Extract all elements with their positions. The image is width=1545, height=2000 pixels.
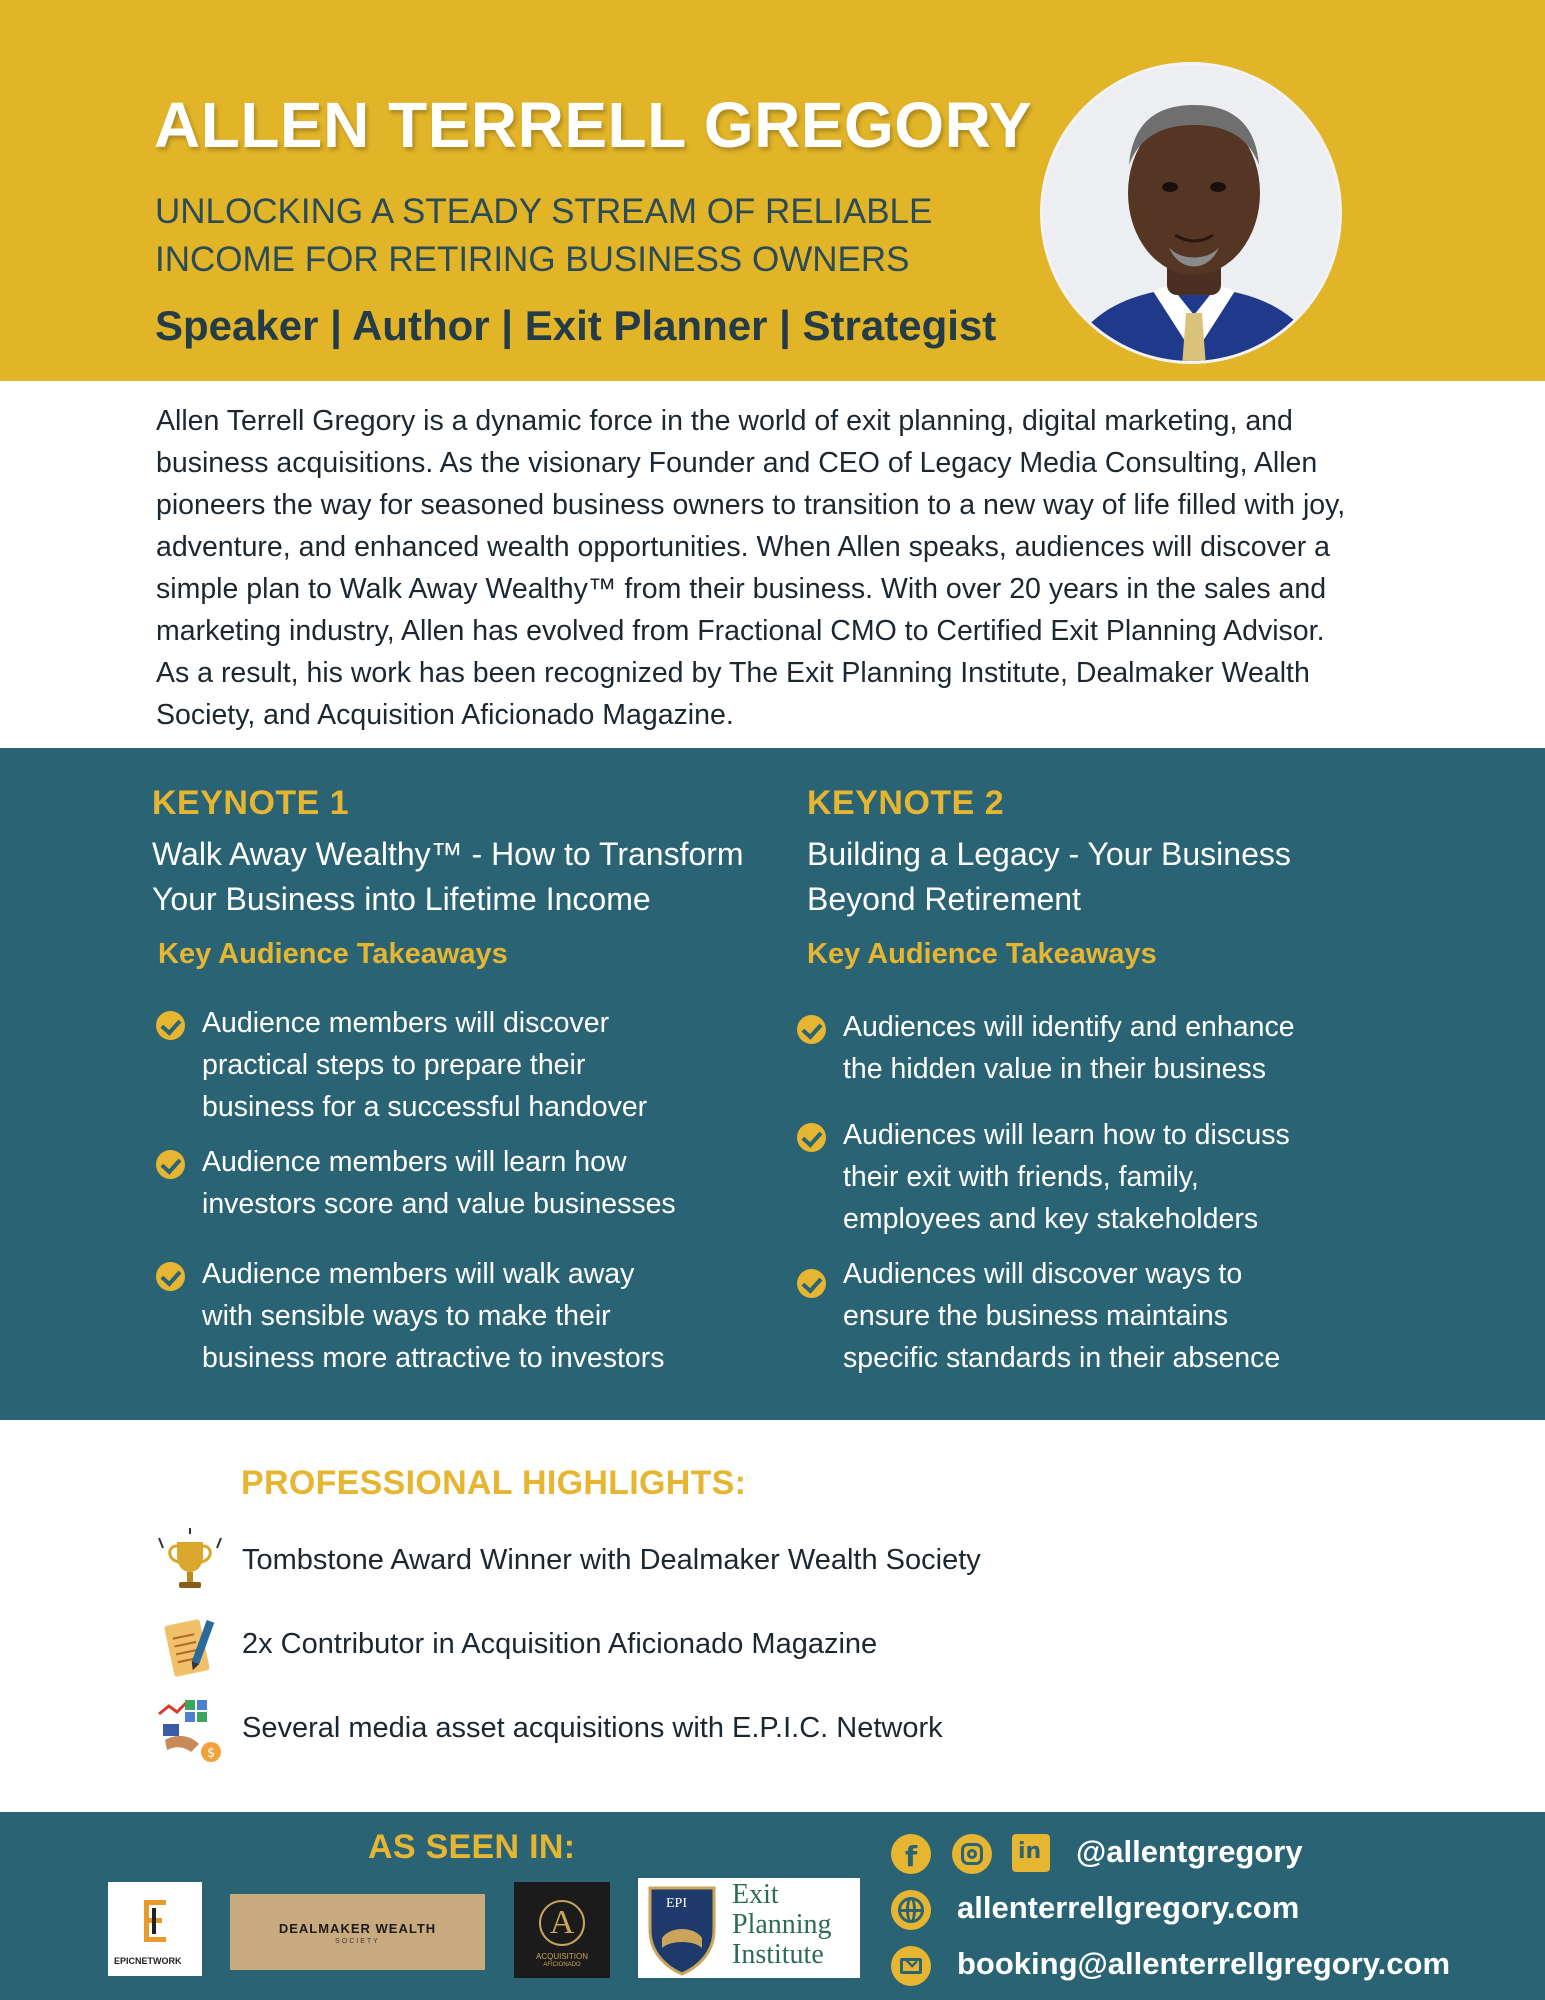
highlights-heading: PROFESSIONAL HIGHLIGHTS: <box>241 1464 747 1502</box>
epic-network-logo <box>108 1882 202 1976</box>
acquisition-letter: A <box>539 1900 585 1946</box>
exit-planning-institute-logo <box>638 1878 860 1978</box>
epi-line: Planning <box>732 1909 832 1940</box>
epi-name <box>732 1880 832 1970</box>
takeaway-item <box>152 1141 712 1225</box>
page-title: ALLEN TERRELL GREGORY <box>154 89 1033 161</box>
roles-subtitle: Speaker | Author | Exit Planner | Strategist <box>155 302 997 349</box>
takeaway-line: Audiences will identify and enhance <box>843 1011 1295 1043</box>
highlight-text: 2x Contributor in Acquisition Aficionado Magazine <box>242 1628 878 1660</box>
handshake-acquisition-icon <box>155 1696 225 1766</box>
check-circle-icon <box>156 1150 185 1179</box>
tagline-line-1: UNLOCKING A STEADY STREAM OF RELIABLE <box>155 192 933 231</box>
keynote-2-label: KEYNOTE 2 <box>807 784 1005 822</box>
epi-shield-icon <box>642 1878 722 1978</box>
takeaway-line: Audience members will learn how <box>202 1146 627 1178</box>
takeaway-line: business for a successful handover <box>202 1091 648 1123</box>
takeaway-line: Audience members will discover <box>202 1007 610 1039</box>
dealmaker-wealth-logo <box>230 1894 485 1970</box>
takeaway-item <box>793 1006 1393 1090</box>
takeaway-item <box>793 1253 1393 1379</box>
highlight-item <box>155 1528 1255 1598</box>
takeaway-line: Audience members will walk away <box>202 1258 635 1290</box>
takeaway-line: practical steps to prepare their <box>202 1049 586 1081</box>
tagline <box>155 188 955 284</box>
email-link[interactable]: booking@allenterrellgregory.com <box>957 1946 1451 1981</box>
website-link[interactable]: allenterrellgregory.com <box>957 1890 1300 1925</box>
as-seen-in-heading: AS SEEN IN: <box>368 1828 576 1866</box>
trophy-icon <box>155 1528 225 1598</box>
bio-line: adventure, and enhanced wealth opportunities. When Allen speaks, audiences will discover a <box>156 531 1330 563</box>
acquisition-mark <box>514 1900 610 1946</box>
highlight-item <box>155 1612 1255 1682</box>
dealmaker-text: DEALMAKER WEALTH <box>278 1921 437 1936</box>
bio-paragraph <box>156 400 1416 736</box>
takeaway-line: with sensible ways to make their <box>202 1300 611 1332</box>
takeaway-line: Audiences will learn how to discuss <box>843 1119 1290 1151</box>
bio-line: simple plan to Walk Away Wealthy™ from their business. With over 20 years in the sales and <box>156 573 1327 605</box>
takeaway-line: ensure the business maintains <box>843 1300 1228 1332</box>
epi-line: Institute <box>732 1939 824 1970</box>
keynote-1-takeaways-heading: Key Audience Takeaways <box>158 938 508 970</box>
keynote-2-title <box>807 832 1427 922</box>
takeaway-line: employees and key stakeholders <box>843 1203 1259 1235</box>
facebook-icon[interactable]: f <box>891 1834 931 1874</box>
takeaway-line: specific standards in their absence <box>843 1342 1281 1374</box>
header-banner <box>0 0 1545 381</box>
svg-text:$: $ <box>207 1746 216 1761</box>
keynote-title-line: Building a Legacy - Your Business <box>807 836 1291 872</box>
linkedin-icon[interactable]: in <box>1012 1834 1050 1872</box>
takeaway-item <box>152 1253 712 1379</box>
dealmaker-society-text: SOCIETY <box>335 1938 380 1945</box>
keynote-title-line: Beyond Retirement <box>807 881 1081 917</box>
epi-badge-text: EPI <box>666 1896 687 1911</box>
notepad-pencil-icon <box>155 1612 225 1682</box>
bio-line: pioneers the way for seasoned business owners to transition to a new way of life filled with joy, <box>156 489 1346 521</box>
keynote-title-line: Walk Away Wealthy™ - How to Transform <box>152 836 744 872</box>
aficionado-text: AFICIONADO <box>543 1962 581 1968</box>
email-icon <box>891 1946 931 1986</box>
globe-icon <box>891 1890 931 1930</box>
bio-line: As a result, his work has been recognized by The Exit Planning Institute, Dealmaker Wealth <box>156 657 1310 689</box>
keynote-1-label: KEYNOTE 1 <box>152 784 350 822</box>
bio-line: marketing industry, Allen has evolved from Fractional CMO to Certified Exit Planning Advisor. <box>156 615 1325 647</box>
tagline-line-2: INCOME FOR RETIRING BUSINESS OWNERS <box>155 240 910 279</box>
acquisition-aficionado-logo <box>514 1882 610 1978</box>
bio-line: Society, and Acquisition Aficionado Magazine. <box>156 699 734 731</box>
keynote-1-title <box>152 832 772 922</box>
portrait-photo <box>1040 62 1342 364</box>
bio-line: business acquisitions. As the visionary Founder and CEO of Legacy Media Consulting, Allen <box>156 447 1318 479</box>
check-circle-icon <box>797 1015 826 1044</box>
check-circle-icon <box>156 1011 185 1040</box>
social-handle[interactable]: @allentgregory <box>1076 1834 1303 1869</box>
highlight-item <box>155 1696 1255 1766</box>
bio-line: Allen Terrell Gregory is a dynamic force in the world of exit planning, digital marketing, and <box>156 405 1293 437</box>
takeaway-line: their exit with friends, family, <box>843 1161 1199 1193</box>
keynote-2-takeaways-heading: Key Audience Takeaways <box>807 938 1157 970</box>
check-circle-icon <box>797 1123 826 1152</box>
epic-network-text: EPICNETWORK <box>114 1956 182 1966</box>
takeaway-line: investors score and value businesses <box>202 1188 676 1220</box>
check-circle-icon <box>156 1262 185 1291</box>
takeaway-line: business more attractive to investors <box>202 1342 665 1374</box>
check-circle-icon <box>797 1269 826 1298</box>
epi-line: Exit <box>732 1879 779 1910</box>
highlight-text: Several media asset acquisitions with E.P.I.C. Network <box>242 1712 943 1744</box>
takeaway-line: Audiences will discover ways to <box>843 1258 1243 1290</box>
takeaway-item <box>793 1114 1393 1240</box>
keynote-title-line: Your Business into Lifetime Income <box>152 881 651 917</box>
takeaway-item <box>152 1002 712 1128</box>
instagram-icon[interactable] <box>952 1834 992 1874</box>
takeaway-line: the hidden value in their business <box>843 1053 1267 1085</box>
highlight-text: Tombstone Award Winner with Dealmaker Wealth Society <box>242 1544 981 1576</box>
footer-section <box>0 1812 1545 2000</box>
keynotes-section <box>0 748 1545 1420</box>
acquisition-text: ACQUISITION <box>535 1952 588 1961</box>
